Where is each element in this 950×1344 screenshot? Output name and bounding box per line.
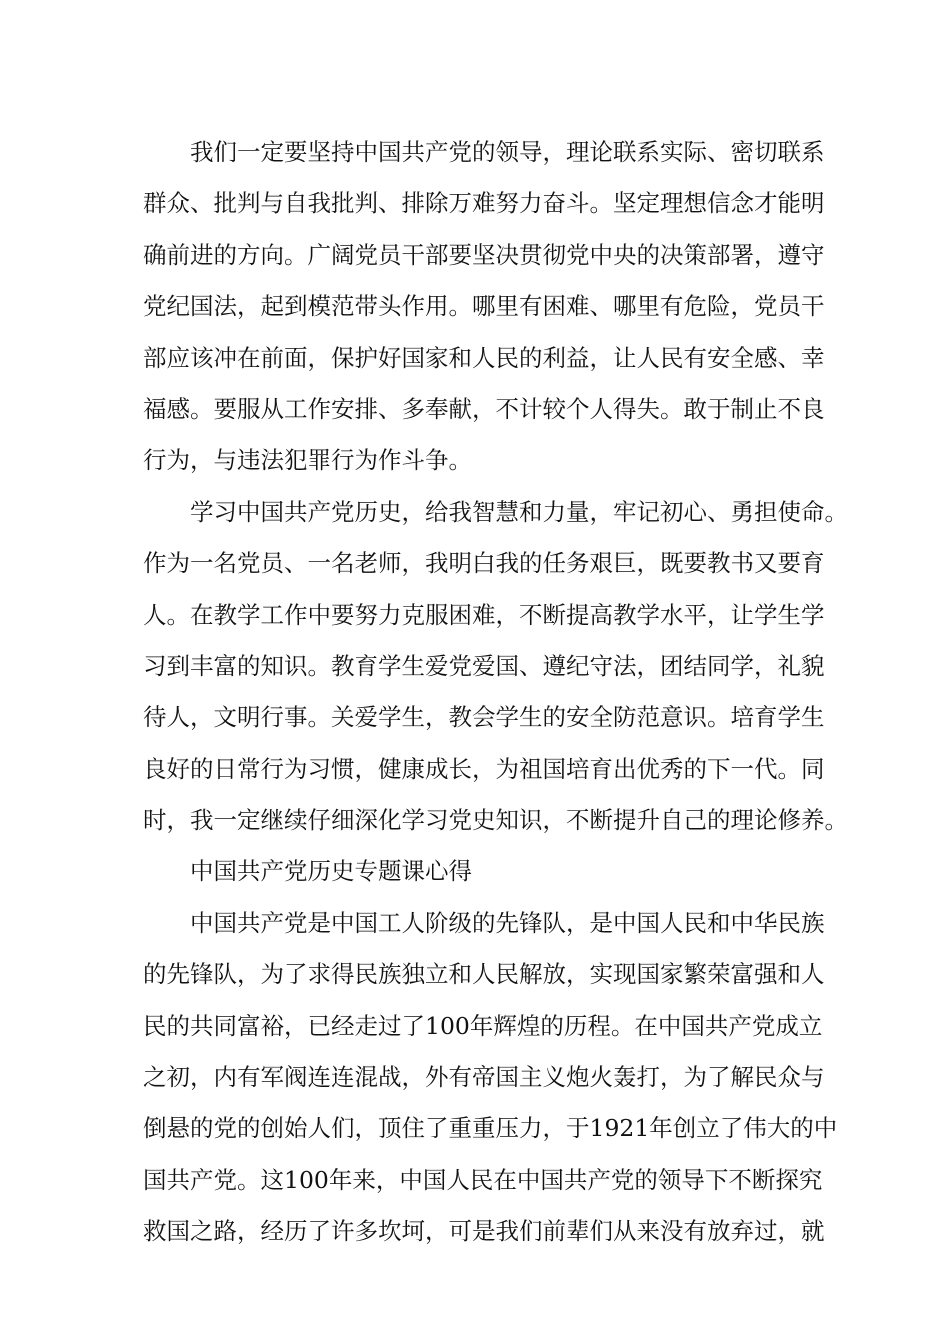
paragraph-party-history <box>143 898 838 1258</box>
text-line: 的先锋队，为了求得民族独立和人民解放，实现国家繁荣富强和人 <box>143 960 825 989</box>
text-line: 党纪国法，起到模范带头作用。哪里有困难、哪里有危险，党员干 <box>143 292 825 321</box>
text-line: 待人，文明行事。关爱学生，教会学生的安全防范意识。培育学生 <box>143 703 825 732</box>
text-line: 中国共产党是中国工人阶级的先锋队，是中国人民和中华民族 <box>190 908 825 937</box>
section-heading <box>143 846 808 897</box>
text-line: 国共产党。这100年来，中国人民在中国共产党的领导下不断探究 <box>143 1165 823 1194</box>
text-line: 学习中国共产党历史，给我智慧和力量，牢记初心、勇担使命。 <box>190 497 848 526</box>
text-line: 确前进的方向。广阔党员干部要坚决贯彻党中央的决策部署，遵守 <box>143 240 825 269</box>
text-line: 行为，与违法犯罪行为作斗争。 <box>143 446 472 475</box>
text-line: 倒悬的党的创始人们，顶住了重重压力，于1921年创立了伟大的中 <box>143 1114 838 1143</box>
text-line: 良好的日常行为习惯，健康成长，为祖国培育出优秀的下一代。同 <box>143 754 825 783</box>
text-line: 作为一名党员、一名老师，我明白我的任务艰巨，既要教书又要育 <box>143 549 825 578</box>
text-line: 民的共同富裕，已经走过了100年辉煌的历程。在中国共产党成立 <box>143 1011 823 1040</box>
text-line: 我们一定要坚持中国共产党的领导，理论联系实际、密切联系 <box>190 138 825 166</box>
document-body <box>143 127 848 1258</box>
paragraph-teacher-reflection <box>143 487 848 847</box>
text-line: 人。在教学工作中要努力克服困难，不断提高教学水平，让学生学 <box>143 600 825 629</box>
text-line: 之初，内有军阀连连混战，外有帝国主义炮火轰打，为了解民众与 <box>143 1063 825 1092</box>
text-line: 群众、批判与自我批判、排除万难努力奋斗。坚定理想信念才能明 <box>143 189 825 218</box>
paragraph-party-leadership <box>143 127 825 487</box>
text-line: 时，我一定继续仔细深化学习党史知识，不断提升自己的理论修养。 <box>143 806 848 835</box>
section-title: 中国共产党历史专题课心得 <box>190 857 472 886</box>
text-line: 救国之路，经历了许多坎坷，可是我们前辈们从来没有放弃过，就 <box>143 1217 825 1246</box>
text-line: 习到丰富的知识。教育学生爱党爱国、遵纪守法，团结同学，礼貌 <box>143 651 825 680</box>
text-line: 福感。要服从工作安排、多奉献，不计较个人得失。敢于制止不良 <box>143 394 825 423</box>
text-line: 部应该冲在前面，保护好国家和人民的利益，让人民有安全感、幸 <box>143 343 825 372</box>
